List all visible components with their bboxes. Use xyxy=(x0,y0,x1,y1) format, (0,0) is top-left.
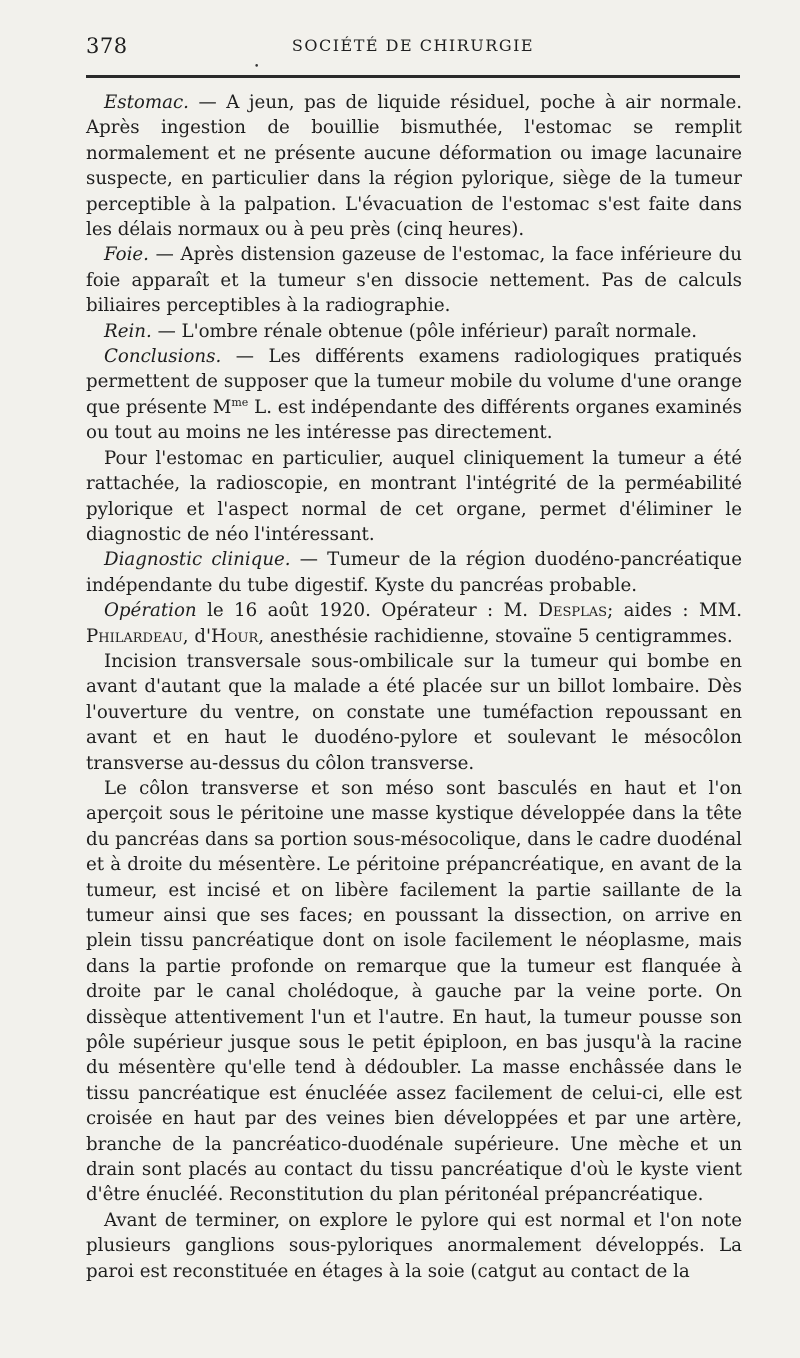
section-label: Estomac. xyxy=(104,92,189,113)
paragraph-foie xyxy=(86,242,742,318)
assistant-name: Hour xyxy=(211,625,259,647)
paragraph-text: , anesthésie rachidienne, stovaïne 5 centigrammes. xyxy=(258,625,733,647)
paragraph-text: — Tumeur de la région duodéno-pancréatique indépendante du tube digestif. Kyste du pancréas probable. xyxy=(86,549,742,596)
paragraph-text: Le côlon transverse et son méso sont basculés en haut et l'on aperçoit sous le péritoine une masse kystique développée dans la tête du pancréas dans sa portion sous-mésocolique, dans le cadre duodénal et à droite du mésentère. Le péritoine prépancréatique, en avant de la tumeur, est incisé et on libère facilement la partie saillante de la tumeur ainsi que ses faces; en poussant la dissection, on arrive en plein tissu pancréatique dont on isole facilement le néoplasme, mais dans la partie profonde on remarque que la tumeur est flanquée à droite par le canal cholédoque, à gauche par la veine porte. On dissèque attentivement l'un et l'autre. En haut, la tumeur pousse son pôle supérieur jusque sous le petit épiploon, en bas jusqu'à la racine du mésentère qu'elle tend à dédoubler. La masse enchâssée dans le tissu pancréatique est énucléée assez facilement de celui-ci, elle est croisée en haut par des veines bien développées et par une artère, branche de la pancréatico-duodénale supérieure. Une mèche et un drain sont placés au contact du tissu pancréatique d'où le kyste vient d'être énucléé. Reconstitution du plan péritonéal prépancréatique. xyxy=(86,777,742,1206)
paragraph-text: — A jeun, pas de liquide résiduel, poche à air normale. Après ingestion de bouillie bismuthée, l'estomac se remplit normalement et ne présente aucune déformation ou image lacunaire suspecte, en particulier dans la région pylorique, siège de la tumeur perceptible à la palpation. L'évacuation de l'estomac s'est faite dans les délais normaux ou à peu près (cinq heures). xyxy=(86,92,742,241)
paragraph-text: Pour l'estomac en particulier, auquel cliniquement la tumeur a été rattachée, la radioscopie, en montrant l'intégrité de la perméabilité pylorique et l'aspect normal de cet organe, permet d'éliminer le diagnostic de néo l'intéressant. xyxy=(86,447,742,545)
section-label: Foie. xyxy=(104,244,149,266)
page-number: 378 xyxy=(86,34,128,58)
paragraph-text: Incision transversale sous-ombilicale sur la tumeur qui bombe en avant d'autant que la malade a été placée sur un billot lombaire. Dès l'ouverture du ventre, on constate une tuméfaction repoussant en avant et en haut le duodéno-pylore et soulevant le mésocôlon transverse au-dessus du côlon transverse. xyxy=(86,650,742,774)
paragraph-text: le 16 août 1920. Opérateur : M. xyxy=(196,600,539,622)
paragraph-estomac-conclusion xyxy=(86,446,742,548)
paragraph-text: , d' xyxy=(182,625,211,647)
paragraph-rein xyxy=(86,319,742,344)
running-title: SOCIÉTÉ DE CHIRURGIE xyxy=(291,36,535,55)
section-label: Conclusions. xyxy=(104,346,222,368)
paragraph-incision xyxy=(86,649,742,776)
paragraph-text: — L'ombre rénale obtenue (pôle inférieur) paraît normale. xyxy=(151,320,698,342)
paragraph-text: ; aides : MM. xyxy=(607,600,742,622)
header-ornament: • xyxy=(254,62,260,72)
paragraph-estomac xyxy=(86,90,742,242)
assistant-name: Philardeau xyxy=(86,625,183,647)
paragraph-diagnostic xyxy=(86,547,742,598)
body-text xyxy=(86,90,742,1284)
section-label: Rein. xyxy=(104,320,152,342)
paragraph-text: L. est indépendante des différents organes examinés ou tout au moins ne les intéresse pas directement. xyxy=(86,396,742,444)
paragraph-text: — Les différents examens radiologiques pratiqués permettent de supposer que la tumeur mobile du volume d'une orange que présente M xyxy=(86,346,742,418)
paragraph-operation xyxy=(86,598,742,649)
section-label: Diagnostic clinique. xyxy=(104,549,291,571)
header-rule xyxy=(86,75,740,78)
page-header xyxy=(86,34,740,60)
surgeon-name: Desplas xyxy=(538,600,608,622)
paragraph-dissection xyxy=(86,776,742,1208)
paragraph-text: — Après distension gazeuse de l'estomac, la face inférieure du foie apparaît et la tumeur s'en dissocie nettement. Pas de calculs biliaires perceptibles à la radiographie. xyxy=(86,244,742,317)
paragraph-conclusions xyxy=(86,344,742,446)
superscript: me xyxy=(231,395,249,409)
paragraph-text: Avant de terminer, on explore le pylore qui est normal et l'on note plusieurs ganglions sous-pyloriques anormalement développés. La paroi est reconstituée en étages à la soie (catgut au contact de la xyxy=(86,1209,742,1282)
section-label: Opération xyxy=(104,600,197,622)
paragraph-closure xyxy=(86,1208,742,1284)
